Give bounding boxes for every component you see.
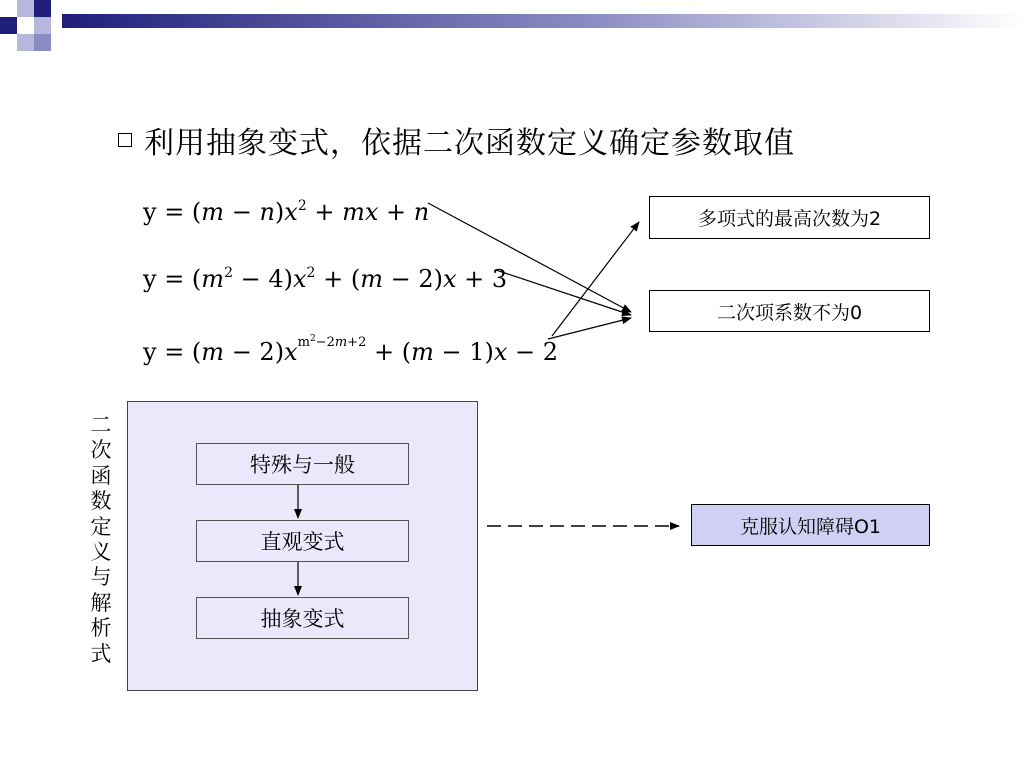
flow-step-label: 抽象变式 — [260, 607, 345, 631]
equation-2: $y = (m^2 - 4)x^2 + (m - 2)x + 3$ — [143, 265, 508, 293]
equation-1: $y = (m - n)x^2$ + mx + n — [143, 198, 430, 226]
quad-coeff-nonzero-label: 二次项系数不为0 — [716, 301, 863, 324]
flow-step-label: 直观变式 — [260, 530, 345, 554]
flow-step-label: 特殊与一般 — [250, 453, 355, 477]
equation-3: $y = (m - 2)x^{m^2-2m+2} + (m - 1)x - 2$ — [143, 334, 559, 366]
bullet-text: 利用抽象变式，依据二次函数定义确定参数取值 — [144, 126, 795, 161]
arrow-eq1-to-coeff — [428, 203, 631, 312]
overcome-obstacle-label: 克服认知障碍O1 — [739, 515, 882, 538]
highest-degree-label: 多项式的最高次数为2 — [697, 208, 882, 230]
side-vertical-label: 二次函数定义与解析式 — [90, 413, 112, 666]
arrow-eq3-to-coeff — [548, 318, 631, 339]
arrow-eq2-to-coeff — [496, 270, 631, 315]
